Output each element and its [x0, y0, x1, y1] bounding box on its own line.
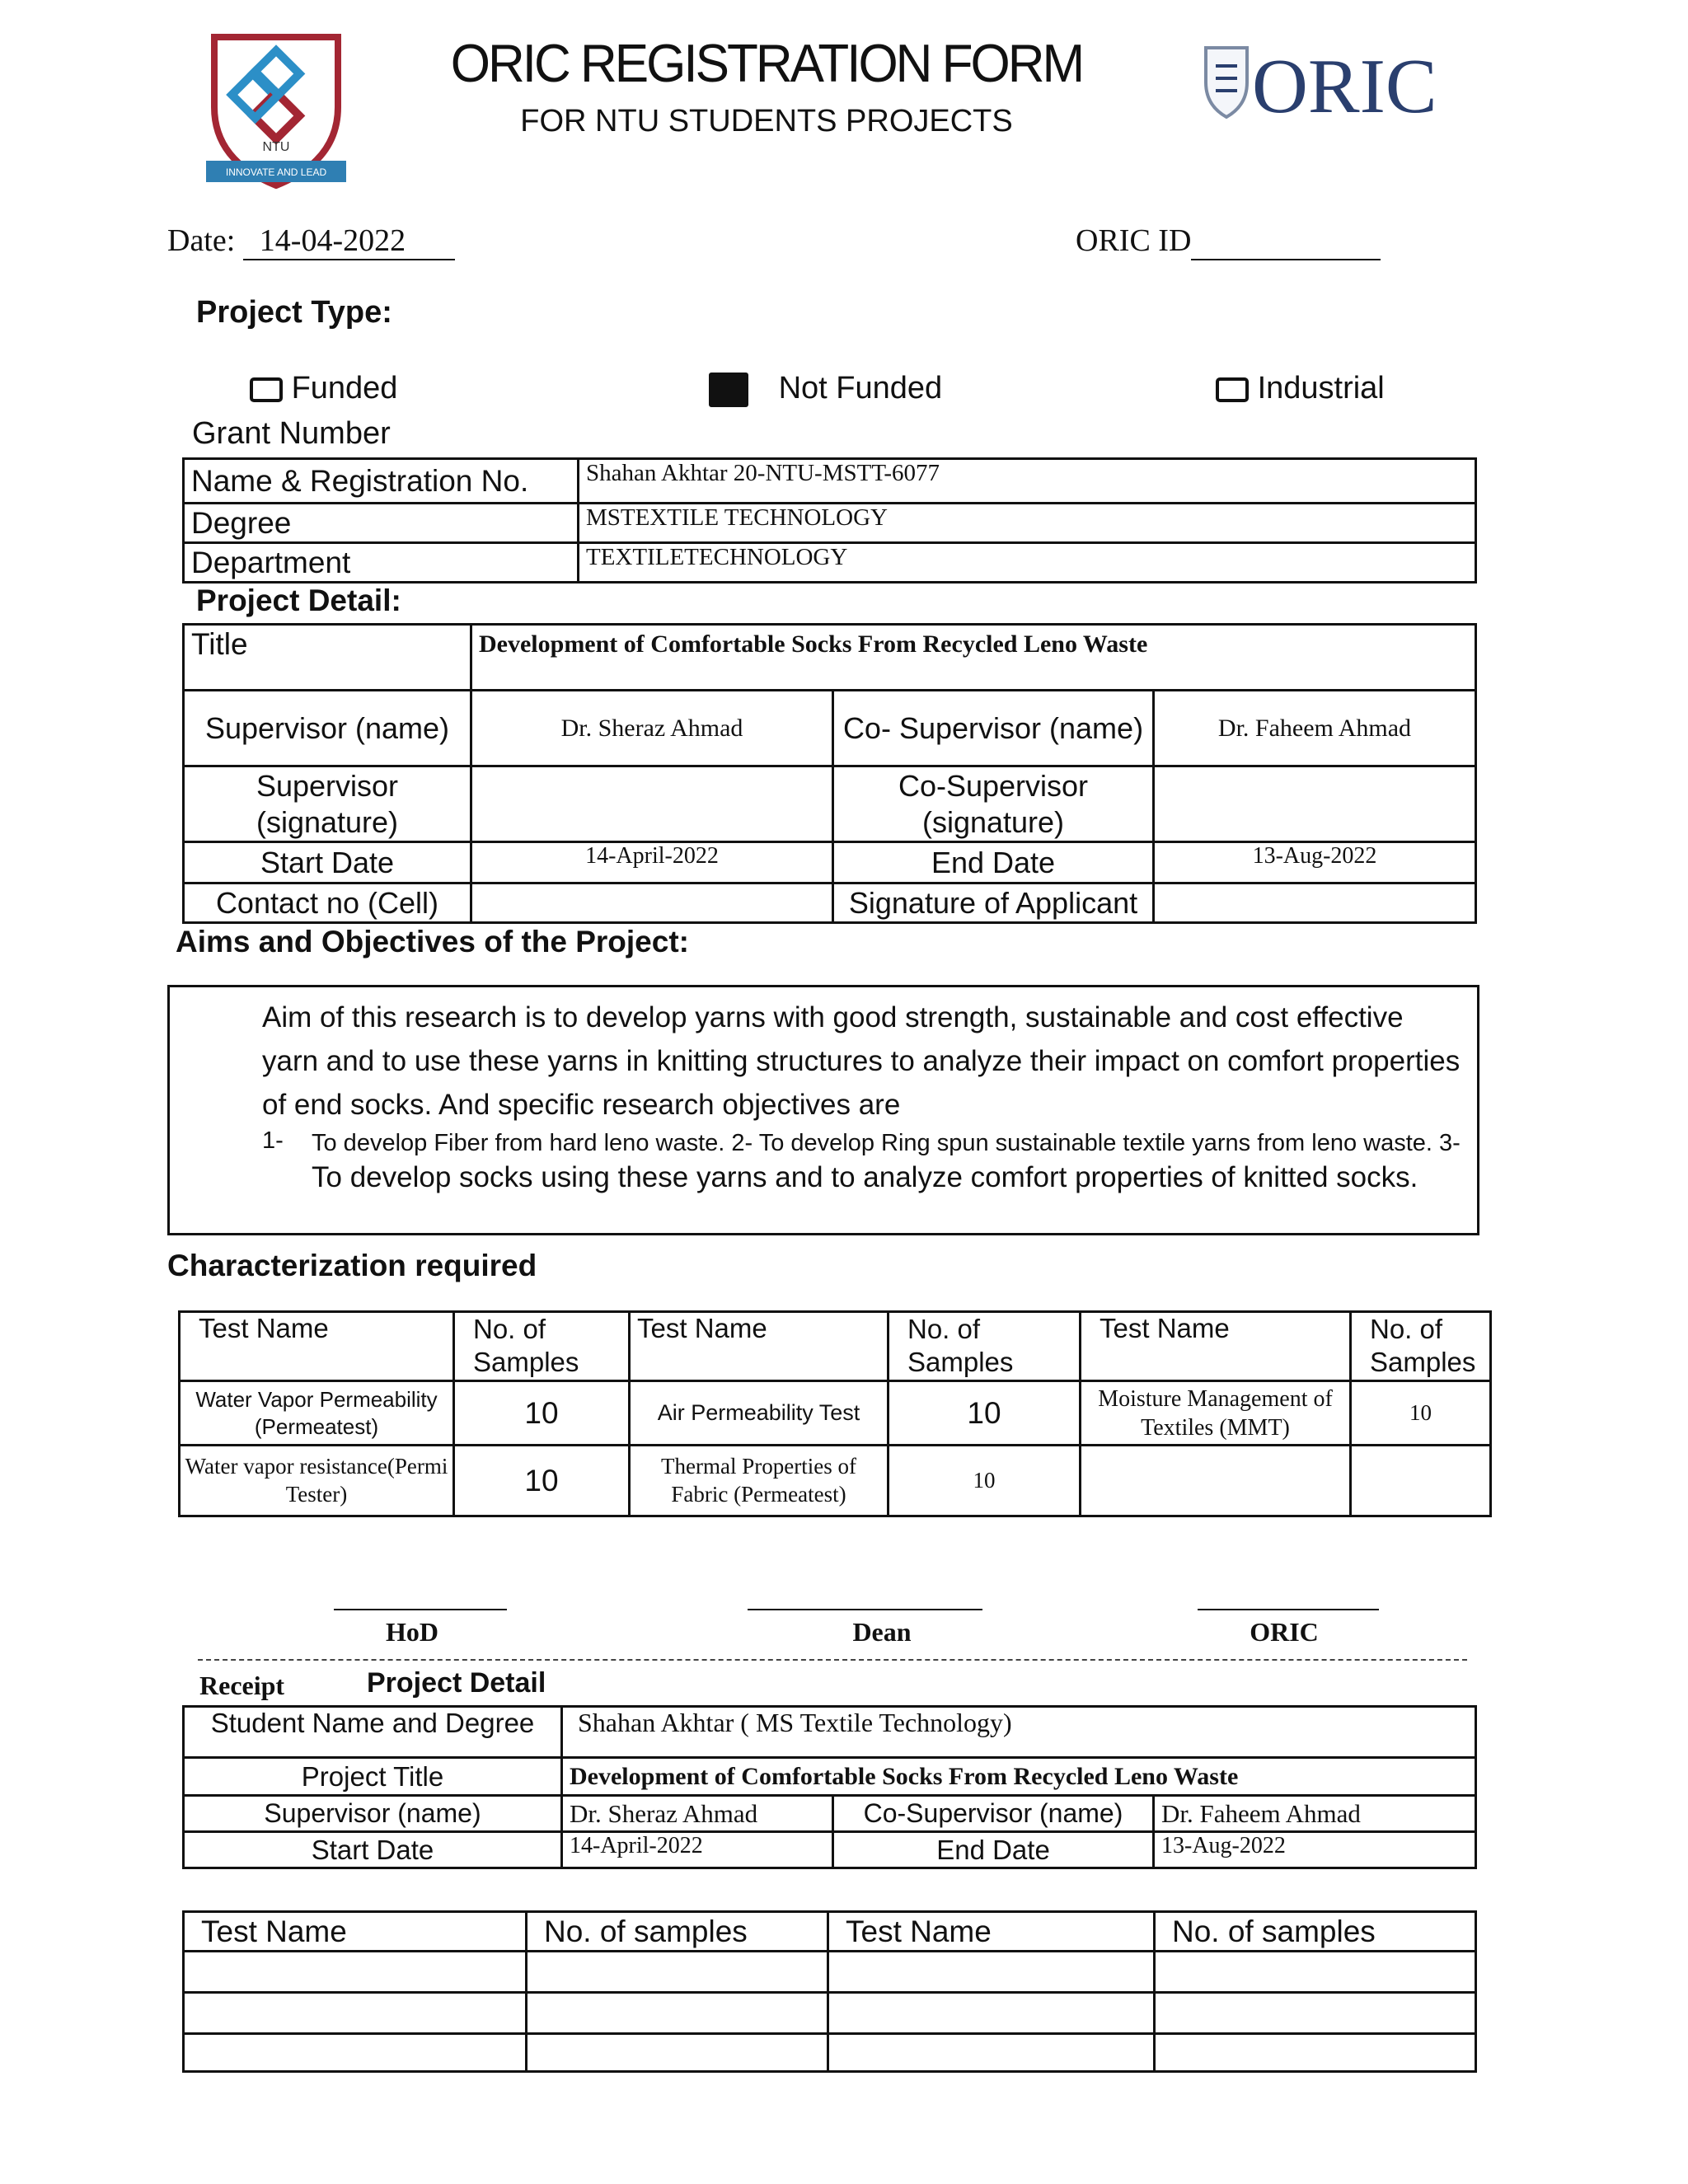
project-type-heading: Project Type:: [196, 295, 392, 330]
aims-objectives-part1: To develop Fiber from hard leno waste. 2- To develop Ring spun sustainable textile yarns from leno waste. 3-: [312, 1130, 1461, 1156]
table-row: [184, 1796, 1476, 1832]
project-detail-heading: Project Detail:: [196, 583, 401, 617]
characterization-heading: Characterization required: [167, 1249, 537, 1282]
receipt-col-samples-2: No. of samples: [1155, 1912, 1476, 1952]
col-samples-2: No. of Samples: [889, 1312, 1081, 1381]
col-test-name-1: Test Name: [180, 1312, 454, 1381]
end-date-value[interactable]: 13-Aug-2022: [1154, 842, 1476, 883]
samples-cell[interactable]: 10: [1351, 1381, 1491, 1446]
oric-logo: [1199, 41, 1438, 124]
table-row: [184, 1758, 1476, 1796]
table-row: [184, 1993, 1476, 2034]
table-row: [184, 883, 1476, 923]
aims-box: [167, 985, 1479, 1235]
name-label: Name & Registration No.: [184, 459, 579, 504]
checkbox-not-funded[interactable]: [709, 373, 748, 407]
receipt-student-value[interactable]: Shahan Akhtar ( MS Textile Technology): [562, 1707, 1476, 1758]
option-not-funded[interactable]: [709, 371, 942, 407]
table-row: [184, 1952, 1476, 1993]
checkbox-funded[interactable]: [250, 377, 283, 402]
date-value[interactable]: 14-04-2022: [243, 223, 455, 260]
receipt-title-label: Project Title: [184, 1758, 562, 1796]
test-name-cell[interactable]: [1081, 1446, 1351, 1516]
table-row: [180, 1381, 1491, 1446]
hod-label: HoD: [386, 1617, 438, 1647]
option-industrial[interactable]: [1216, 371, 1385, 406]
receipt-col-samples-1: No. of samples: [527, 1912, 828, 1952]
aims-paragraph: Aim of this research is to develop yarns with good strength, sustainable and cost effective yarn and to use these yarns in knitting structures to analyze their impact on comfort properties of end socks. And specific research objectives are: [262, 1001, 1461, 1121]
grant-number-label: Grant Number: [192, 416, 391, 451]
oric-id-row: [1076, 223, 1381, 260]
receipt-empty-cell[interactable]: [1155, 1993, 1476, 2034]
test-name-cell[interactable]: Water vapor resistance(Permi Tester): [180, 1446, 454, 1516]
oric-label: ORIC: [1250, 1617, 1319, 1647]
cut-line-divider: [198, 1659, 1467, 1661]
table-row: [184, 766, 1476, 842]
option-not-funded-label: Not Funded: [778, 371, 943, 405]
receipt-empty-cell[interactable]: [828, 1993, 1155, 2034]
receipt-empty-cell[interactable]: [184, 2034, 527, 2072]
samples-cell[interactable]: 10: [454, 1381, 630, 1446]
receipt-empty-cell[interactable]: [527, 2034, 828, 2072]
supervisor-signature-label: Supervisor (signature): [184, 766, 471, 842]
form-subtitle: FOR NTU STUDENTS PROJECTS: [520, 104, 1013, 138]
samples-cell[interactable]: 10: [454, 1446, 630, 1516]
option-funded-label: Funded: [291, 371, 398, 405]
contact-label: Contact no (Cell): [184, 883, 471, 923]
receipt-co-supervisor-value[interactable]: Dr. Faheem Ahmad: [1154, 1796, 1476, 1832]
ntu-logo: [198, 29, 354, 194]
aims-heading: Aims and Objectives of the Project:: [176, 925, 689, 958]
table-row: [184, 2034, 1476, 2072]
samples-cell[interactable]: 10: [889, 1446, 1081, 1516]
receipt-col-test-2: Test Name: [828, 1912, 1155, 1952]
aims-objectives-list: [312, 1126, 1474, 1197]
receipt-end-label: End Date: [833, 1832, 1154, 1868]
receipt-end-value[interactable]: 13-Aug-2022: [1154, 1832, 1476, 1868]
test-name-cell[interactable]: Moisture Management of Textiles (MMT): [1081, 1381, 1351, 1446]
co-supervisor-label: Co- Supervisor (name): [833, 691, 1154, 766]
test-name-cell[interactable]: Water Vapor Permeability (Permeatest): [180, 1381, 454, 1446]
receipt-start-label: Start Date: [184, 1832, 562, 1868]
samples-cell[interactable]: [1351, 1446, 1491, 1516]
col-test-name-3: Test Name: [1081, 1312, 1351, 1381]
applicant-table: [182, 457, 1477, 583]
degree-label: Degree: [184, 504, 579, 543]
table-row: [180, 1446, 1491, 1516]
start-date-value[interactable]: 14-April-2022: [471, 842, 833, 883]
co-supervisor-signature-label: Co-Supervisor (signature): [833, 766, 1154, 842]
characterization-table: [178, 1310, 1492, 1517]
applicant-signature-field[interactable]: [1154, 883, 1476, 923]
receipt-supervisor-label: Supervisor (name): [184, 1796, 562, 1832]
form-title: ORIC REGISTRATION FORM: [450, 34, 1083, 94]
table-row: [184, 1912, 1476, 1952]
dean-label: Dean: [852, 1617, 912, 1647]
co-supervisor-signature-field[interactable]: [1154, 766, 1476, 842]
samples-cell[interactable]: 10: [889, 1381, 1081, 1446]
receipt-empty-cell[interactable]: [828, 2034, 1155, 2072]
receipt-empty-cell[interactable]: [527, 1952, 828, 1993]
aims-objectives-part2: To develop socks using these yarns and to analyze comfort properties of knitted socks.: [312, 1161, 1418, 1193]
table-row: [184, 543, 1476, 583]
hod-signature-line[interactable]: [334, 1609, 507, 1610]
receipt-empty-cell[interactable]: [828, 1952, 1155, 1993]
test-name-cell[interactable]: Thermal Properties of Fabric (Permeatest): [630, 1446, 889, 1516]
oric-signature-line[interactable]: [1198, 1609, 1379, 1610]
svg-text:INNOVATE AND LEAD: INNOVATE AND LEAD: [225, 166, 327, 178]
dean-signature-line[interactable]: [748, 1609, 982, 1610]
date-label: Date:: [167, 223, 236, 258]
contact-field[interactable]: [471, 883, 833, 923]
svg-text:ORIC: ORIC: [1252, 44, 1437, 124]
col-samples-3: No. of Samples: [1351, 1312, 1491, 1381]
option-funded[interactable]: [250, 371, 397, 406]
table-row: [184, 842, 1476, 883]
col-test-name-2: Test Name: [630, 1312, 889, 1381]
department-value[interactable]: TEXTILETECHNOLOGY: [579, 543, 1476, 583]
title-label: Title: [184, 625, 471, 691]
receipt-table: [182, 1705, 1477, 1869]
supervisor-signature-field[interactable]: [471, 766, 833, 842]
option-industrial-label: Industrial: [1257, 371, 1385, 405]
co-supervisor-value[interactable]: Dr. Faheem Ahmad: [1154, 691, 1476, 766]
table-row: [184, 691, 1476, 766]
table-row: [184, 504, 1476, 543]
title-value[interactable]: Development of Comfortable Socks From Recycled Leno Waste: [471, 625, 1476, 691]
table-row: [184, 625, 1476, 691]
end-date-label: End Date: [833, 842, 1154, 883]
oric-id-field[interactable]: [1191, 223, 1381, 260]
receipt-empty-cell[interactable]: [184, 1993, 527, 2034]
table-row: [184, 459, 1476, 504]
receipt-empty-cell[interactable]: [184, 1952, 527, 1993]
receipt-student-label: Student Name and Degree: [184, 1707, 562, 1758]
degree-value[interactable]: MSTEXTILE TECHNOLOGY: [579, 504, 1476, 543]
project-detail-table: [182, 623, 1477, 924]
receipt-supervisor-value[interactable]: Dr. Sheraz Ahmad: [562, 1796, 833, 1832]
receipt-empty-cell[interactable]: [527, 1993, 828, 2034]
table-row: [180, 1312, 1491, 1381]
department-label: Department: [184, 543, 579, 583]
receipt-tests-table: [182, 1910, 1477, 2073]
test-name-cell[interactable]: Air Permeability Test: [630, 1381, 889, 1446]
table-row: [184, 1707, 1476, 1758]
receipt-title-value[interactable]: Development of Comfortable Socks From Recycled Leno Waste: [562, 1758, 1476, 1796]
receipt-empty-cell[interactable]: [1155, 1952, 1476, 1993]
receipt-heading: Project Detail: [367, 1667, 546, 1699]
applicant-signature-label: Signature of Applicant: [833, 883, 1154, 923]
date-row: [167, 223, 455, 260]
receipt-col-test-1: Test Name: [184, 1912, 527, 1952]
svg-text:NTU: NTU: [262, 140, 290, 154]
start-date-label: Start Date: [184, 842, 471, 883]
receipt-empty-cell[interactable]: [1155, 2034, 1476, 2072]
name-value[interactable]: Shahan Akhtar 20-NTU-MSTT-6077: [579, 459, 1476, 504]
col-samples-1: No. of Samples: [454, 1312, 630, 1381]
checkbox-industrial[interactable]: [1216, 377, 1249, 402]
table-row: [184, 1832, 1476, 1868]
oric-id-label: ORIC ID: [1076, 223, 1192, 258]
supervisor-label: Supervisor (name): [184, 691, 471, 766]
aims-item-marker: 1-: [262, 1127, 284, 1154]
supervisor-value[interactable]: Dr. Sheraz Ahmad: [471, 691, 833, 766]
receipt-start-value[interactable]: 14-April-2022: [562, 1832, 833, 1868]
receipt-co-supervisor-label: Co-Supervisor (name): [833, 1796, 1154, 1832]
receipt-label: Receipt: [199, 1671, 285, 1700]
